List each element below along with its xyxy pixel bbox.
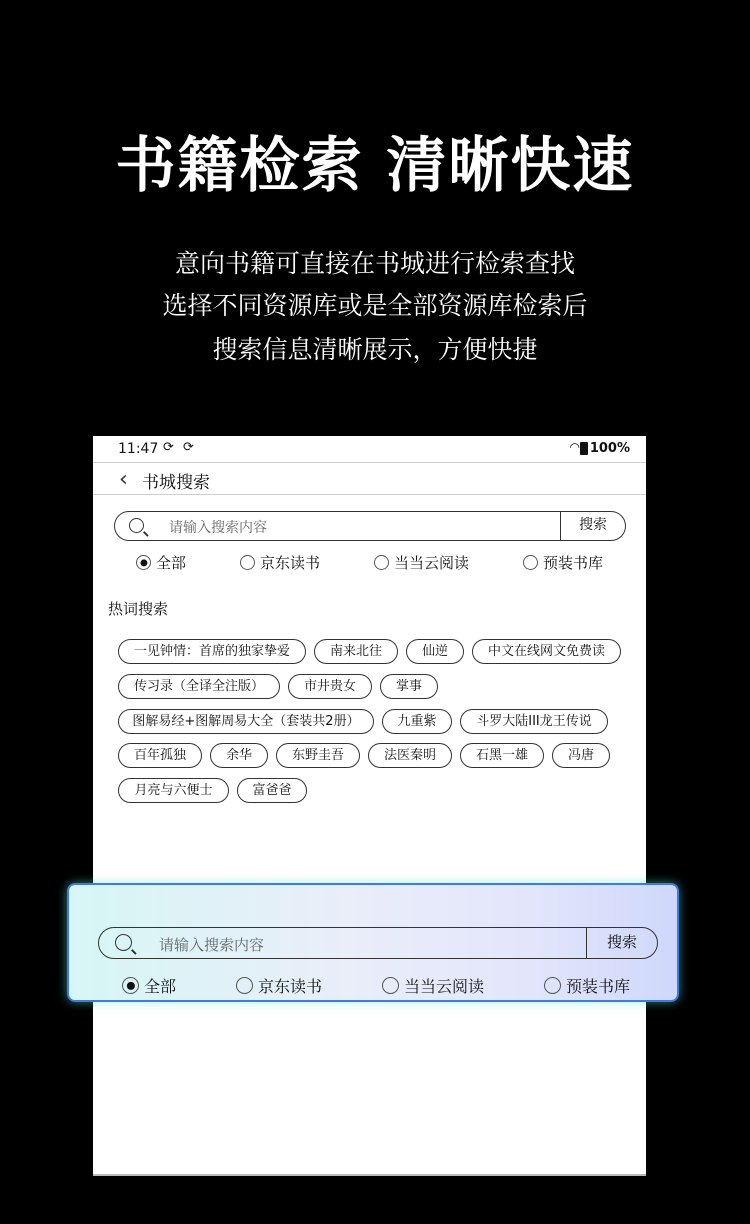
hot-tag[interactable]: 南来北往	[314, 639, 398, 664]
radio-label: 京东读书	[260, 554, 321, 572]
radio-label: 预装书库	[566, 977, 631, 996]
hot-tag[interactable]: 余华	[210, 743, 268, 768]
nav-bar	[93, 462, 646, 495]
radio-label: 全部	[144, 977, 177, 996]
radio-dot	[374, 555, 389, 570]
page-title: 书城搜索	[142, 473, 210, 493]
hot-tag[interactable]: 富爸爸	[237, 778, 307, 803]
sync-icon: ⟳	[183, 440, 194, 455]
radio-label: 当当云阅读	[394, 554, 470, 572]
callout-radio-all[interactable]	[122, 974, 176, 997]
hot-tag[interactable]: 图解易经+图解周易大全（套装共2册）	[118, 709, 374, 734]
wifi-icon: ◠	[569, 440, 580, 454]
callout-radio-dangdang[interactable]	[382, 974, 484, 997]
hot-tag[interactable]: 传习录（全译全注版）	[118, 674, 280, 699]
callout-search-bar[interactable]	[98, 927, 658, 959]
hot-tag[interactable]: 一见钟情：首席的独家挚爱	[118, 639, 306, 664]
radio-preinstalled[interactable]	[523, 552, 603, 573]
search-button[interactable]: 搜索	[560, 512, 625, 540]
radio-dot	[382, 977, 399, 994]
search-icon	[129, 518, 144, 533]
radio-label: 京东读书	[258, 977, 323, 996]
search-icon	[115, 934, 132, 951]
hot-tag[interactable]: 掌事	[380, 674, 438, 699]
radio-dot	[236, 977, 253, 994]
hot-tag[interactable]: 九重紫	[382, 709, 452, 734]
hot-tag[interactable]: 法医秦明	[368, 743, 452, 768]
search-input[interactable]: 请输入搜索内容	[169, 520, 267, 536]
hot-tag[interactable]: 冯唐	[552, 743, 610, 768]
status-time: 11:47	[118, 441, 159, 457]
back-icon[interactable]: ‹	[119, 467, 128, 492]
hot-tag[interactable]: 斗罗大陆III龙王传说	[460, 709, 608, 734]
sync-icon: ⟳	[163, 440, 174, 455]
callout-search-button[interactable]: 搜索	[586, 928, 657, 958]
subtext-line-3: 搜索信息清晰展示，方便快捷	[212, 335, 538, 364]
radio-dot	[523, 555, 538, 570]
hot-tag[interactable]: 中文在线网文免费读	[472, 639, 621, 664]
hot-search-title: 热词搜索	[108, 600, 169, 618]
hot-tag[interactable]: 仙逆	[406, 639, 464, 664]
search-callout	[67, 883, 679, 1002]
radio-label: 预装书库	[543, 554, 604, 572]
headline: 书籍检索 清晰快速	[115, 131, 635, 201]
radio-dot	[240, 555, 255, 570]
radio-label: 当当云阅读	[404, 977, 485, 996]
hot-tag[interactable]: 月亮与六便士	[118, 778, 229, 803]
radio-dot	[136, 555, 151, 570]
callout-radio-preinstalled[interactable]	[544, 974, 630, 997]
radio-label: 全部	[156, 554, 187, 572]
radio-dangdang[interactable]	[374, 552, 469, 573]
battery-level: 100%	[589, 441, 630, 456]
callout-radio-jd[interactable]	[236, 974, 322, 997]
radio-dot	[122, 977, 139, 994]
subtext-line-2: 选择不同资源库或是全部资源库检索后	[162, 291, 588, 320]
hot-tag[interactable]: 石黑一雄	[460, 743, 544, 768]
hot-tag[interactable]: 东野圭吾	[276, 743, 360, 768]
subtext-line-1: 意向书籍可直接在书城进行检索查找	[174, 249, 575, 278]
search-bar[interactable]	[114, 511, 626, 541]
status-bar	[93, 436, 646, 463]
callout-search-input[interactable]: 请输入搜索内容	[159, 936, 265, 954]
radio-jd[interactable]	[240, 552, 320, 573]
device-screen	[93, 436, 646, 1176]
radio-all[interactable]	[136, 552, 186, 573]
hot-tag[interactable]: 百年孤独	[118, 743, 202, 768]
battery-icon	[580, 442, 588, 455]
hot-tag[interactable]: 市井贵女	[288, 674, 372, 699]
radio-dot	[544, 977, 561, 994]
